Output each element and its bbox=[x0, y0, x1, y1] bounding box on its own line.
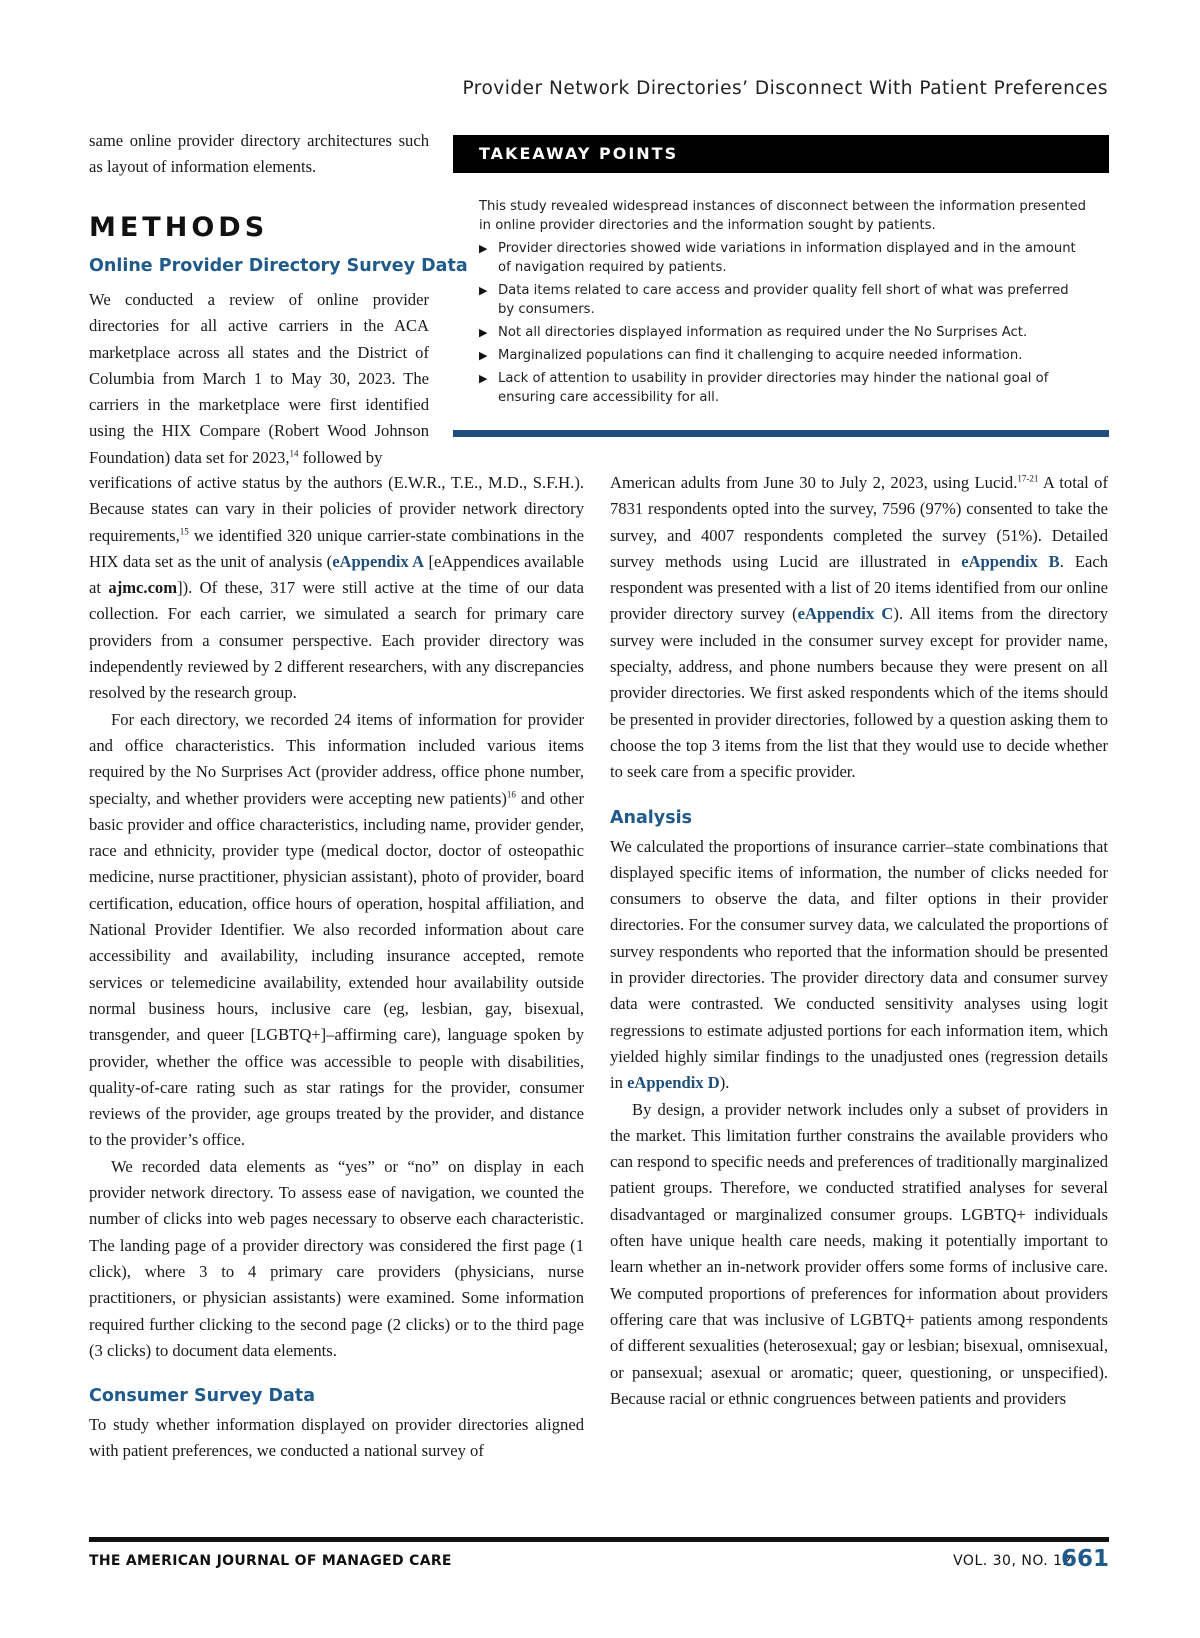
running-head: Provider Network Directories’ Disconnect With Patient Preferences bbox=[462, 78, 1108, 99]
text-run: ). All items from the directory survey were included in the consumer survey except for provider name, specialty, address, and phone numbers because they were present on all provider directories. We first asked respondents which of the items should be presented in provider directories, followed by a question asking them to choose the top 3 items from the list that they would use to decide whether to seek care from a specific provider. bbox=[610, 604, 1109, 782]
chevron-right-icon: ▶ bbox=[479, 372, 488, 385]
left-paragraph-3: We recorded data elements as “yes” or “no” on display in each provider network directory. To assess ease of navigation, we counted the number of clicks into web pages necessary to observe each characteristic. The landing page of a provider directory was considered the first page (1 click), where 3 to 4 primary care providers (physicians, nurse practitioners, or physician assistants) were examined. Some information required further clicking to the second page (2 clicks) or to the third page (3 clicks) to document data elements. bbox=[89, 1156, 584, 1360]
takeaway-point bbox=[479, 369, 1087, 407]
methods-paragraph-1 bbox=[89, 287, 429, 471]
takeaway-point bbox=[479, 346, 1087, 365]
eappendix-c-link[interactable]: eAppendix C bbox=[797, 604, 894, 624]
eappendix-a-link[interactable]: eAppendix A bbox=[332, 551, 425, 571]
page-number: 661 bbox=[1060, 1546, 1109, 1572]
right-paragraph-2 bbox=[610, 834, 1108, 1097]
text-run: followed by bbox=[298, 447, 383, 467]
takeaway-bottom-rule bbox=[453, 430, 1109, 437]
right-paragraph-1 bbox=[610, 470, 1108, 786]
subheading-online-provider-directory: Online Provider Directory Survey Data bbox=[89, 256, 468, 276]
takeaway-intro: This study revealed widespread instances of disconnect between the information presented in online provider directories and the information sought by patients. bbox=[479, 199, 1087, 233]
chevron-right-icon: ▶ bbox=[479, 284, 488, 297]
right-paragraph-3: By design, a provider network includes only a subset of providers in the market. This limitation further constrains the available providers who can respond to specific needs and preferences of traditionally marginalized patient groups. Therefore, we conducted stratified analyses for several disadvantaged or marginalized consumer groups. LGBTQ+ individuals often have unique health care needs, making it potentially important to learn whether an in-network provider offers some forms of inclusive care. We computed proportions of preferences for information about providers offering care that was inclusive of LGBTQ+ patients among respondents of different sexualities (heterosexual; gay or lesbian; bisexual, omnisexual, or pansexual; asexual or aromatic; queer, questioning, or unspecified). Because racial or ethnic congruences between patients and providers bbox=[610, 1099, 1108, 1408]
citation-sup: 16 bbox=[506, 789, 516, 800]
subheading-analysis: Analysis bbox=[610, 807, 693, 828]
chevron-right-icon: ▶ bbox=[479, 242, 488, 255]
takeaway-point-text: Provider directories showed wide variations in information displayed and in the amount of navigation required by patients. bbox=[498, 241, 1076, 275]
text-run: American adults from June 30 to July 2, 2023, using Lucid. bbox=[610, 473, 1018, 492]
takeaway-list bbox=[479, 239, 1087, 407]
text-run: We conducted a review of online provider directories for all active carriers in the ACA marketplace across all states and the District of Columbia from March 1 to May 30, 2023. The carriers in the marketplace were first identified using the HIX Compare (Robert Wood Johnson Foundation) data set for 2023, bbox=[89, 290, 429, 467]
methods-column-top bbox=[89, 287, 429, 471]
left-paragraph-4: To study whether information displayed on provider directories aligned with patient preferences, we conducted a national survey of bbox=[89, 1415, 584, 1461]
right-column bbox=[610, 470, 1108, 1412]
text-run: and other basic provider and office characteristics, including name, provider gender, race and ethnicity, provider type (medical doctor, doctor of osteopathic medicine, nurse practitioner, physician assistant), photo of provider, board certification, education, office hours of operation, hospital affiliation, and National Provider Identifier. We also recorded information about care accessibility and availability, including insurance accepted, remote services or telemedicine availability, extended hour availability outside normal business hours, inclusive care (eg, lesbian, gay, bisexual, transgender, and queer [LGBTQ+]–affirming care), language spoken by provider, whether the office was accessible to people with disabilities, quality-of-care rating such as star ratings for the provider, consumer reviews of the provider, age groups treated by the provider, and distance to the provider’s office. bbox=[89, 788, 584, 1150]
takeaway-body bbox=[453, 173, 1109, 407]
intro-paragraph: same online provider directory architectures such as layout of information elements. bbox=[89, 131, 429, 177]
takeaway-point bbox=[479, 239, 1087, 277]
takeaway-point-text: Not all directories displayed information as required under the No Surprises Act. bbox=[498, 325, 1028, 340]
intro-column bbox=[89, 128, 429, 181]
chevron-right-icon: ▶ bbox=[479, 326, 488, 339]
chevron-right-icon: ▶ bbox=[479, 349, 488, 362]
text-run: A total of 7831 respondents opted into the survey, 7596 (97%) consented to take the survey, and 4007 respondents completed the survey (51%). Detailed survey methods using Lucid are illustrated in bbox=[610, 473, 1109, 571]
citation-sup: 14 bbox=[289, 448, 299, 459]
footer-rule bbox=[89, 1537, 1109, 1542]
text-run: we identified 320 unique carrier-state combinations in the HIX data set as the unit of analysis ( bbox=[89, 525, 584, 571]
eappendix-b-link[interactable]: eAppendix B bbox=[961, 551, 1060, 571]
takeaway-point bbox=[479, 323, 1087, 342]
takeaway-box bbox=[453, 135, 1109, 437]
text-run: ]). Of these, 317 were still active at the time of our data collection. For each carrier, we simulated a search for primary care providers from a consumer perspective. Each provider directory was independently reviewed by 2 different researchers, with any discrepancies resolved by the research group. bbox=[89, 578, 585, 703]
methods-heading: METHODS bbox=[89, 212, 269, 243]
ajmc-link[interactable]: ajmc.com bbox=[108, 578, 178, 598]
takeaway-point-text: Data items related to care access and provider quality fell short of what was preferred by consumers. bbox=[498, 283, 1069, 317]
takeaway-point-text: Lack of attention to usability in provider directories may hinder the national goal of ensuring care accessibility for all. bbox=[498, 371, 1049, 405]
footer-journal-name: THE AMERICAN JOURNAL OF MANAGED CARE bbox=[89, 1553, 452, 1569]
left-column bbox=[89, 470, 584, 1465]
left-paragraph-1 bbox=[89, 470, 584, 707]
takeaway-point-text: Marginalized populations can find it challenging to acquire needed information. bbox=[498, 348, 1023, 363]
text-run: We calculated the proportions of insurance carrier–state combinations that displayed specific items of information, the number of clicks needed for consumers to observe the data, and filter options in their provider directories. For the consumer survey data, we calculated the proportions of survey respondents who reported that the information should be presented in provider directories. The provider directory data and consumer survey data were contrasted. We conducted sensitivity analyses using logit regressions to estimate adjusted portions for each information item, which yielded highly similar findings to the unadjusted ones (regression details in bbox=[610, 836, 1108, 1093]
citation-sup: 15 bbox=[179, 526, 189, 537]
text-run: . Each respondent was presented with a list of 20 items identified from our online provider directory survey ( bbox=[610, 551, 1108, 624]
eappendix-d-link[interactable]: eAppendix D bbox=[627, 1073, 720, 1093]
left-paragraph-2 bbox=[89, 707, 584, 1154]
text-run: ). bbox=[719, 1073, 730, 1093]
takeaway-title: TAKEAWAY POINTS bbox=[453, 135, 1109, 173]
text-run: For each directory, we recorded 24 items of information for provider and office characteristics. This information included various items required by the No Surprises Act (provider address, office phone number, specialty, and whether providers were accepting new patients) bbox=[89, 709, 584, 808]
footer-volume: VOL. 30, NO. 12 bbox=[953, 1553, 1072, 1569]
subheading-consumer-survey: Consumer Survey Data bbox=[89, 1386, 316, 1407]
citation-sup: 17-21 bbox=[1017, 473, 1039, 484]
text-run: [eAppendices available at bbox=[89, 551, 584, 598]
text-run: verifications of active status by the authors (E.W.R., T.E., M.D., S.F.H.). Because states can vary in their policies of provider network directory requirements, bbox=[89, 473, 584, 545]
takeaway-point bbox=[479, 281, 1087, 319]
